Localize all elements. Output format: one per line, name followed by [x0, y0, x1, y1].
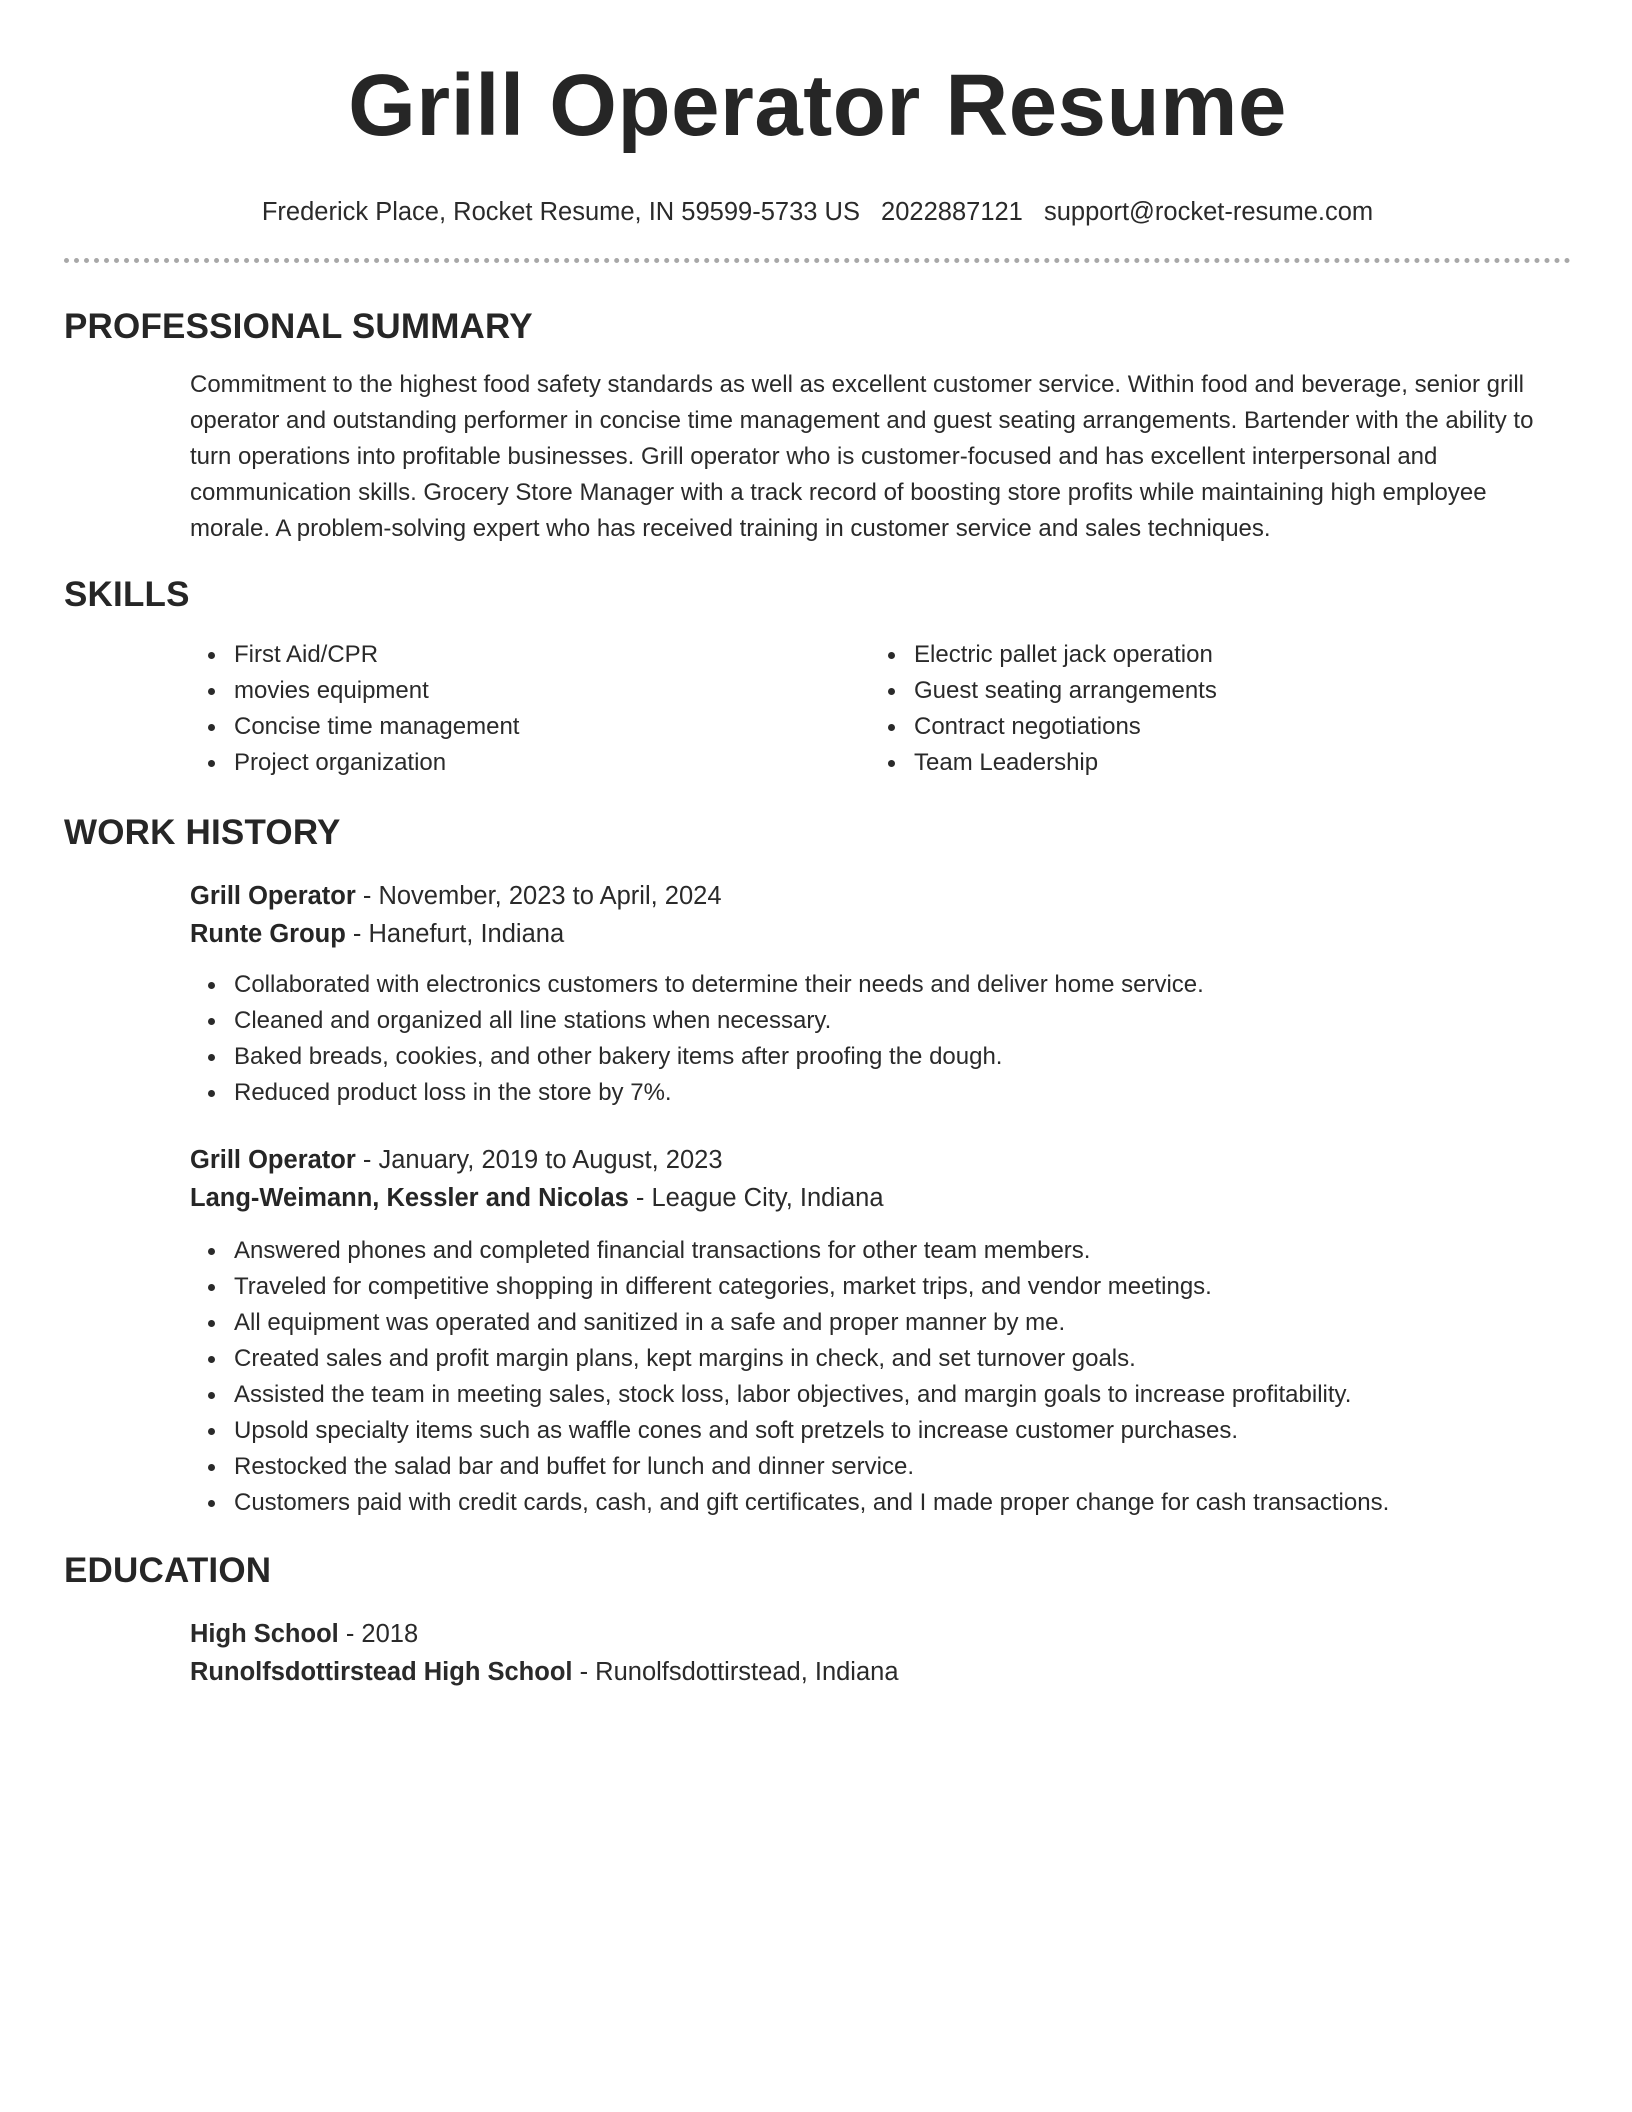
- skill-item: Concise time management: [190, 709, 870, 745]
- job-bullet: Upsold specialty items such as waffle cones and soft pretzels to increase customer purchases.: [190, 1413, 1571, 1449]
- job-bullets: [190, 1233, 1571, 1521]
- skill-item: Guest seating arrangements: [870, 673, 1550, 709]
- job-company-line: [190, 915, 1571, 953]
- job-title-line: [190, 1141, 1571, 1179]
- job-bullet: Traveled for competitive shopping in different categories, market trips, and vendor meetings.: [190, 1269, 1571, 1305]
- section-title-education: EDUCATION: [64, 1551, 272, 1590]
- contact-phone: 2022887121: [881, 198, 1023, 226]
- job-role: Grill Operator: [190, 1146, 356, 1174]
- job-bullet: Assisted the team in meeting sales, stock loss, labor objectives, and margin goals to increase profitability.: [190, 1377, 1571, 1413]
- header-divider: [64, 258, 1571, 263]
- section-title-work: WORK HISTORY: [64, 813, 341, 852]
- job-role: Grill Operator: [190, 882, 356, 910]
- job-company-line: [190, 1179, 1571, 1217]
- skill-item: First Aid/CPR: [190, 637, 870, 673]
- resume-page: [64, 0, 1571, 1691]
- job-bullet: Reduced product loss in the store by 7%.: [190, 1075, 1571, 1111]
- section-title-summary: PROFESSIONAL SUMMARY: [64, 307, 533, 346]
- job-bullets: [190, 967, 1571, 1111]
- education-location: - Runolfsdottirstead, Indiana: [572, 1658, 899, 1686]
- skill-item: Electric pallet jack operation: [870, 637, 1550, 673]
- education-degree: High School: [190, 1620, 339, 1648]
- section-title-skills: SKILLS: [64, 575, 190, 614]
- job-entry: [190, 1141, 1571, 1217]
- job-company: Lang-Weimann, Kessler and Nicolas: [190, 1184, 629, 1212]
- job-bullet: Cleaned and organized all line stations when necessary.: [190, 1003, 1571, 1039]
- job-title-line: [190, 877, 1571, 915]
- job-bullet: Collaborated with electronics customers to determine their needs and deliver home service.: [190, 967, 1571, 1003]
- skill-item: Project organization: [190, 745, 870, 781]
- job-bullet: Baked breads, cookies, and other bakery items after proofing the dough.: [190, 1039, 1571, 1075]
- job-company: Runte Group: [190, 920, 346, 948]
- summary-text: Commitment to the highest food safety standards as well as excellent customer service. Within food and beverage, senior grill operator and outstanding performer in concise time management and guest seating arrangements. Bartender with the ability to turn operations into profitable businesses. Grill operator who is customer-focused and has excellent interpersonal and communication skills. Grocery Store Manager with a track record of boosting store profits while maintaining high employee morale. A problem-solving expert who has received training in customer service and sales techniques.: [190, 371, 1534, 542]
- contact-email: support@rocket-resume.com: [1043, 198, 1374, 226]
- education-degree-line: [190, 1615, 1571, 1653]
- job-location: - League City, Indiana: [628, 1184, 884, 1212]
- skill-item: movies equipment: [190, 673, 870, 709]
- education-school-line: [190, 1653, 1571, 1691]
- job-bullet: Created sales and profit margin plans, kept margins in check, and set turnover goals.: [190, 1341, 1571, 1377]
- job-dates: - November, 2023 to April, 2024: [355, 882, 722, 910]
- job-bullet: All equipment was operated and sanitized in a safe and proper manner by me.: [190, 1305, 1571, 1341]
- skills-column-left: [190, 637, 870, 781]
- education-entry: [190, 1615, 1571, 1691]
- contact-line: [64, 196, 1571, 228]
- job-bullet: Restocked the salad bar and buffet for lunch and dinner service.: [190, 1449, 1571, 1485]
- resume-title: Grill Operator Resume: [348, 57, 1287, 154]
- job-entry: [190, 877, 1571, 953]
- skills-list: [64, 637, 1571, 781]
- education-year: - 2018: [338, 1620, 419, 1648]
- contact-address: Frederick Place, Rocket Resume, IN 59599-5733 US: [261, 198, 860, 226]
- job-bullet: Customers paid with credit cards, cash, and gift certificates, and I made proper change for cash transactions.: [190, 1485, 1571, 1521]
- job-dates: - January, 2019 to August, 2023: [355, 1146, 723, 1174]
- skills-column-right: [870, 637, 1550, 781]
- education-school: Runolfsdottirstead High School: [190, 1658, 573, 1686]
- skill-item: Contract negotiations: [870, 709, 1550, 745]
- job-bullet: Answered phones and completed financial transactions for other team members.: [190, 1233, 1571, 1269]
- skill-item: Team Leadership: [870, 745, 1550, 781]
- job-location: - Hanefurt, Indiana: [345, 920, 565, 948]
